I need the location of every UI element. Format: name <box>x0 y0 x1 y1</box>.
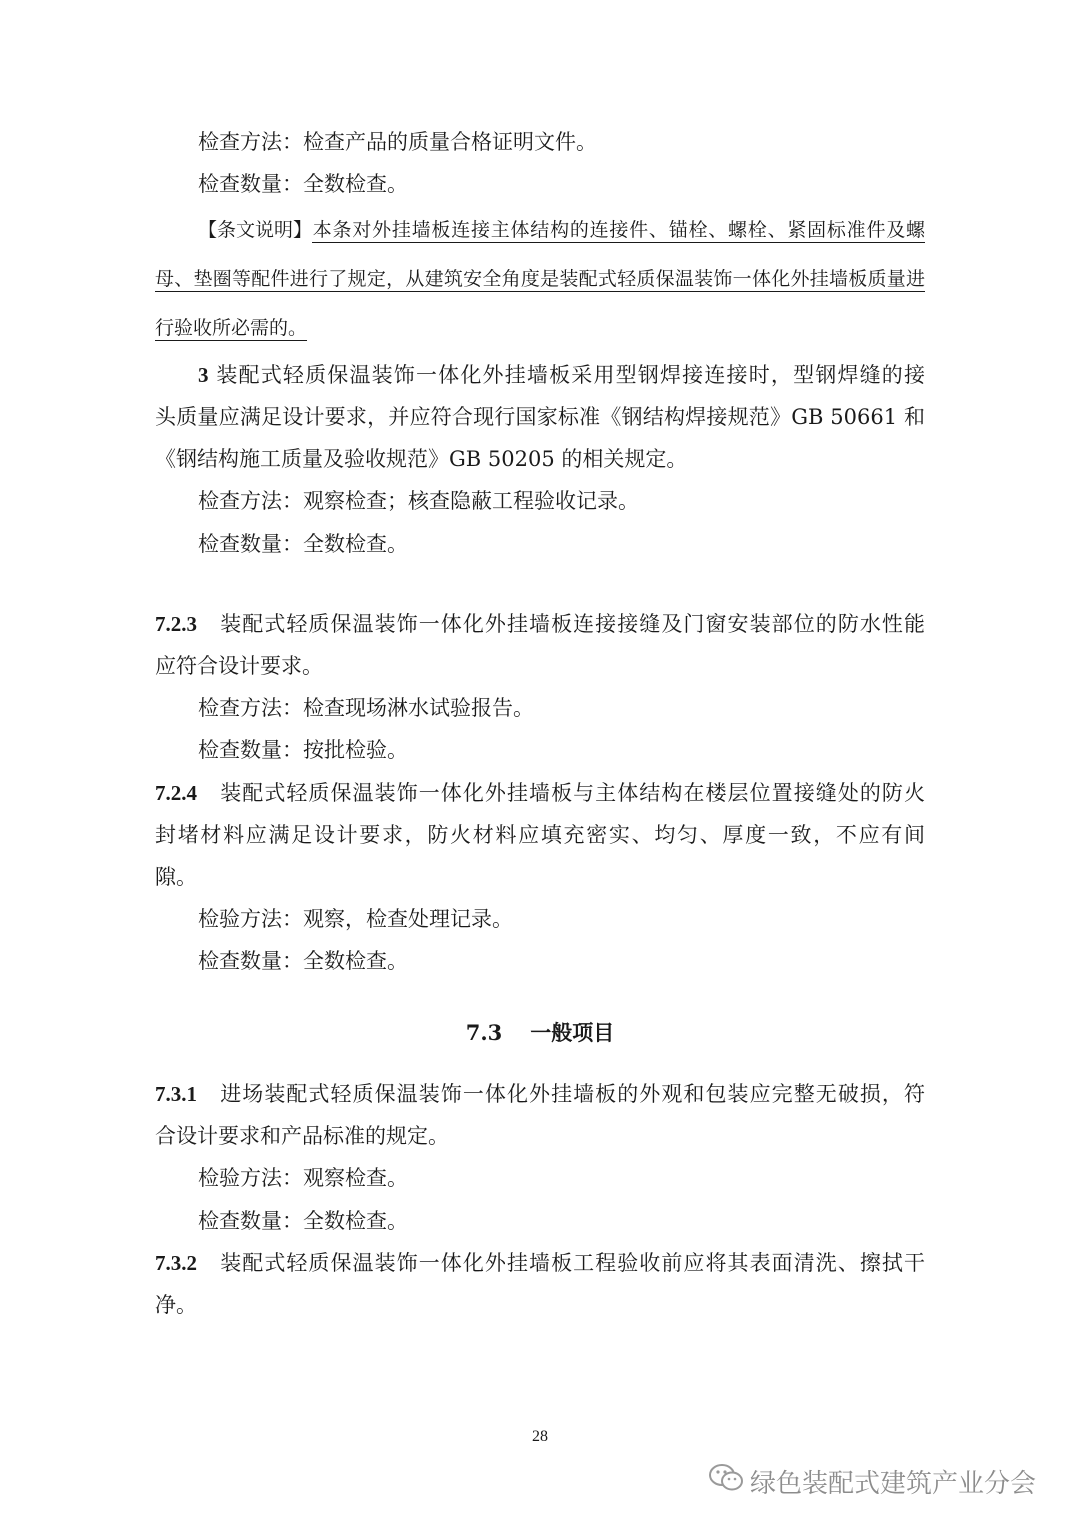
item-3-number: 3 <box>198 363 209 387</box>
section-7-2-3-line-2: 应符合设计要求。 <box>155 654 323 678</box>
section-number: 7.2.4 <box>155 781 197 805</box>
section-number: 7.2.3 <box>155 612 197 636</box>
check-method-line: 检验方法：观察检查。 <box>198 1166 408 1190</box>
page-number: 28 <box>532 1428 548 1445</box>
clause-explanation-line-3: 行验收所必需的。 <box>155 317 308 339</box>
section-7-2-4-line-1: 7.2.4 装配式轻质保温装饰一体化外挂墙板与主体结构在楼层位置接缝处的防火 <box>155 781 925 805</box>
section-7-3-1-line-2: 合设计要求和产品标准的规定。 <box>155 1124 449 1148</box>
check-count-line: 检查数量：全数检查。 <box>198 949 408 973</box>
check-method-line: 检查方法：观察检查；核查隐蔽工程验收记录。 <box>198 489 639 513</box>
check-method-line: 检查方法：检查现场淋水试验报告。 <box>198 696 534 720</box>
clause-explanation-line-1: 【条文说明】本条对外挂墙板连接主体结构的连接件、锚栓、螺栓、紧固标准件及螺 <box>198 219 925 241</box>
section-number: 7.3.2 <box>155 1251 197 1275</box>
watermark-text: 绿色装配式建筑产业分会 <box>750 1468 1037 1499</box>
section-7-3-1-line-1: 7.3.1 进场装配式轻质保温装饰一体化外挂墙板的外观和包装应完整无破损，符 <box>155 1082 925 1106</box>
check-count-line: 检查数量：按批检验。 <box>198 738 408 762</box>
check-method-line: 检验方法：观察，检查处理记录。 <box>198 907 513 931</box>
section-7-2-3-line-1: 7.2.3 装配式轻质保温装饰一体化外挂墙板连接接缝及门窗安装部位的防水性能 <box>155 612 925 636</box>
section-heading-7-3: 7.3 一般项目 <box>465 1020 615 1045</box>
section-7-2-4-line-3: 隙。 <box>155 865 197 889</box>
section-number: 7.3.1 <box>155 1082 197 1106</box>
clause-explanation-label: 【条文说明】 <box>198 219 313 241</box>
item-3-line-2: 头质量应满足设计要求，并应符合现行国家标准《钢结构焊接规范》GB 50661 和 <box>155 405 925 429</box>
section-7-3-2-line-1: 7.3.2 装配式轻质保温装饰一体化外挂墙板工程验收前应将其表面清洗、擦拭干 <box>155 1251 925 1275</box>
check-count-line: 检查数量：全数检查。 <box>198 532 408 556</box>
check-method-line: 检查方法：检查产品的质量合格证明文件。 <box>198 130 597 154</box>
check-count-line: 检查数量：全数检查。 <box>198 1209 408 1233</box>
check-count-line: 检查数量：全数检查。 <box>198 172 408 196</box>
section-7-2-4-line-2: 封堵材料应满足设计要求，防火材料应填充密实、均匀、厚度一致，不应有间 <box>155 823 925 847</box>
watermark <box>708 1463 1036 1499</box>
clause-explanation-line-2: 母、垫圈等配件进行了规定，从建筑安全角度是装配式轻质保温装饰一体化外挂墙板质量进 <box>155 268 925 290</box>
item-3-line-1: 3 装配式轻质保温装饰一体化外挂墙板采用型钢焊接连接时，型钢焊缝的接 <box>198 363 925 387</box>
item-3-line-3: 《钢结构施工质量及验收规范》GB 50205 的相关规定。 <box>155 447 688 471</box>
wechat-icon <box>708 1462 750 1501</box>
section-7-3-2-line-2: 净。 <box>155 1293 197 1317</box>
